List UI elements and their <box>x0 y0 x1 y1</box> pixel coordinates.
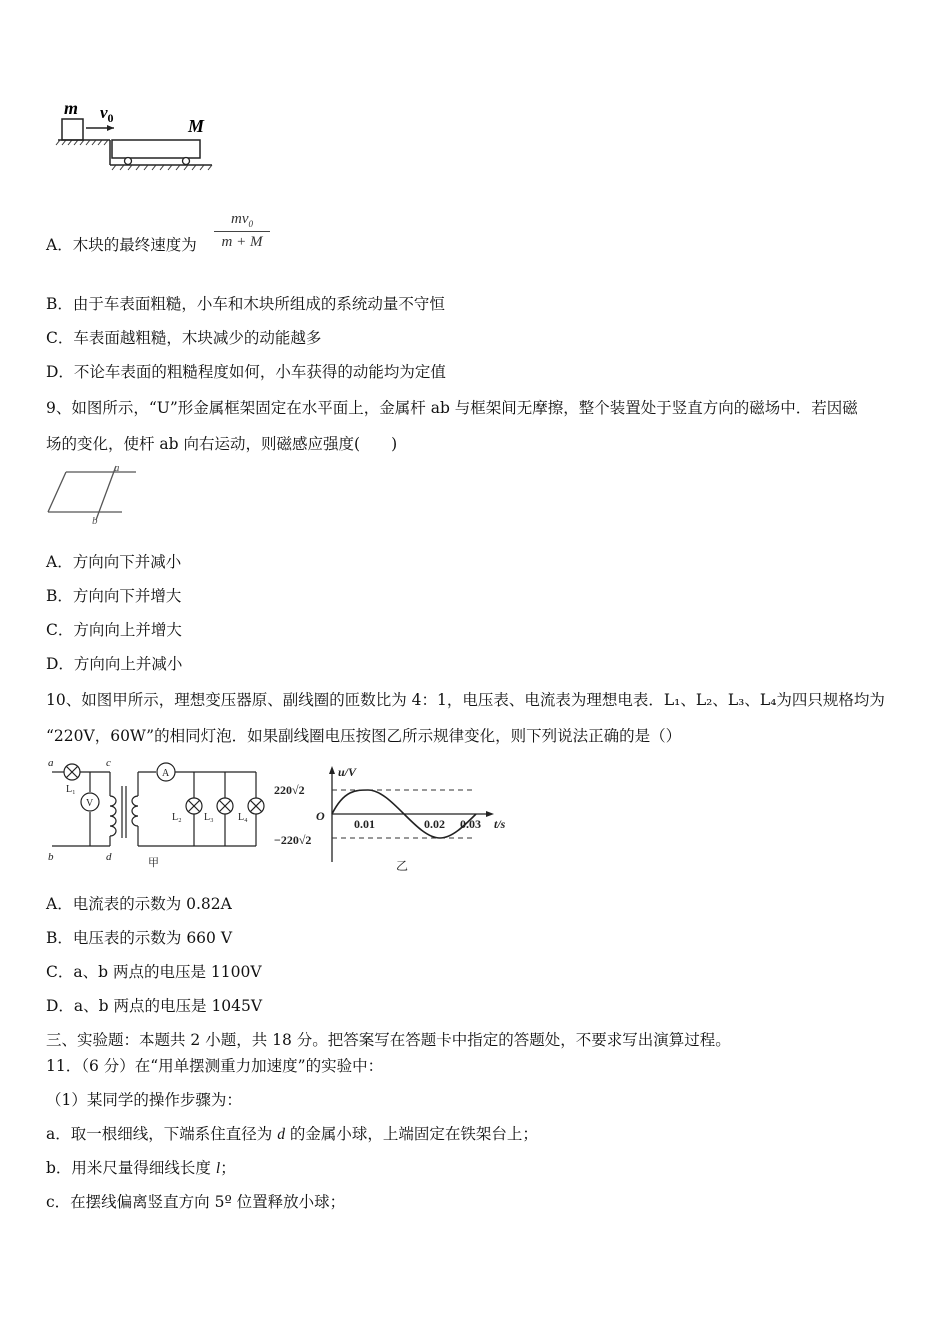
q8-option-d: D．不论车表面的粗糙程度如何，小车获得的动能均为定值 <box>46 363 446 381</box>
svg-text:甲: 甲 <box>148 857 159 869</box>
svg-text:220√2: 220√2 <box>274 783 305 797</box>
q11-step-c: c．在摆线偏离竖直方向 5º 位置释放小球； <box>46 1193 346 1211</box>
svg-text:−220√2: −220√2 <box>274 833 312 847</box>
q11-step-a: a．取一根细线，下端系住直径为 d 的金属小球，上端固定在铁架台上； <box>46 1125 538 1143</box>
svg-text:t/s: t/s <box>494 817 506 831</box>
svg-text:c: c <box>106 757 111 769</box>
q9-option-b: B．方向向下并增大 <box>46 587 182 605</box>
label-M: M <box>188 116 205 136</box>
q9-stem-line2: 场的变化，使杆 ab 向右运动，则磁感应强度( ) <box>46 435 398 453</box>
svg-text:A: A <box>162 768 170 779</box>
block-m <box>62 119 83 140</box>
svg-text:a: a <box>48 757 54 769</box>
q10-option-b: B．电压表的示数为 660 V <box>46 929 233 947</box>
q11-step-b: b．用米尺量得细线长度 l； <box>46 1159 236 1177</box>
block-cart-figure <box>54 100 224 176</box>
transformer-circuit-figure <box>44 756 272 874</box>
svg-text:b: b <box>92 515 98 526</box>
q10-stem-line1: 10、如图甲所示，理想变压器原、副线圈的匝数比为 4：1，电压表、电流表为理想电表．L₁、L₂、L₃、L₄为四只规格均为 <box>46 691 885 709</box>
q10-option-c: C．a、b 两点的电压是 1100V <box>46 963 262 981</box>
label-v: $v_0$ <box>100 103 114 125</box>
svg-text:L₄: L₄ <box>238 812 248 823</box>
q8-option-c: C．车表面越粗糙，木块减少的动能越多 <box>46 329 322 347</box>
svg-text:b: b <box>48 851 54 863</box>
cart-M <box>112 140 200 158</box>
svg-text:0.01: 0.01 <box>354 817 375 831</box>
q10-stem-line2: “220V，60W”的相同灯泡．如果副线圈电压按图乙所示规律变化，则下列说法正确的是（） <box>46 727 682 745</box>
q9-option-d: D．方向向上并减小 <box>46 655 183 673</box>
q11-stem: 11．（6 分）在“用单摆测重力加速度”的实验中： <box>46 1057 384 1075</box>
section-3-heading: 三、实验题：本题共 2 小题，共 18 分。把答案写在答题卡中指定的答题处，不要求写出演算过程。 <box>46 1031 731 1049</box>
label-m: m <box>64 100 79 118</box>
voltage-sine-graph <box>272 762 520 874</box>
svg-text:L₁: L₁ <box>66 784 76 795</box>
svg-text:V: V <box>86 798 94 809</box>
svg-text:0.03: 0.03 <box>460 817 481 831</box>
q10-option-d: D．a、b 两点的电压是 1045V <box>46 997 263 1015</box>
svg-text:d: d <box>106 851 112 863</box>
q11-sub1: （1）某同学的操作步骤为： <box>46 1091 242 1109</box>
q9-option-a: A．方向向下并减小 <box>46 553 182 571</box>
q8-option-b: B．由于车表面粗糙，小车和木块所组成的系统动量不守恒 <box>46 295 445 313</box>
q9-option-c: C．方向向上并增大 <box>46 621 182 639</box>
q9-stem-line1: 9、如图所示，“U”形金属框架固定在水平面上，金属杆 ab 与框架间无摩擦，整个装置处于竖直方向的磁场中．若因磁 <box>46 399 858 417</box>
u-frame-figure <box>44 462 144 526</box>
svg-text:a: a <box>114 462 120 474</box>
q10-option-a: A．电流表的示数为 0.82A <box>46 895 232 913</box>
svg-text:乙: 乙 <box>396 859 409 873</box>
svg-text:0.02: 0.02 <box>424 817 445 831</box>
q8-option-a: A．木块的最终速度为 <box>46 236 197 254</box>
svg-text:O: O <box>316 809 325 823</box>
svg-text:L₂: L₂ <box>172 812 182 823</box>
svg-text:u/V: u/V <box>338 765 357 779</box>
svg-text:L₃: L₃ <box>204 812 214 823</box>
q8-fraction: $\frac{mv_0}{m + M}$ <box>214 211 270 251</box>
